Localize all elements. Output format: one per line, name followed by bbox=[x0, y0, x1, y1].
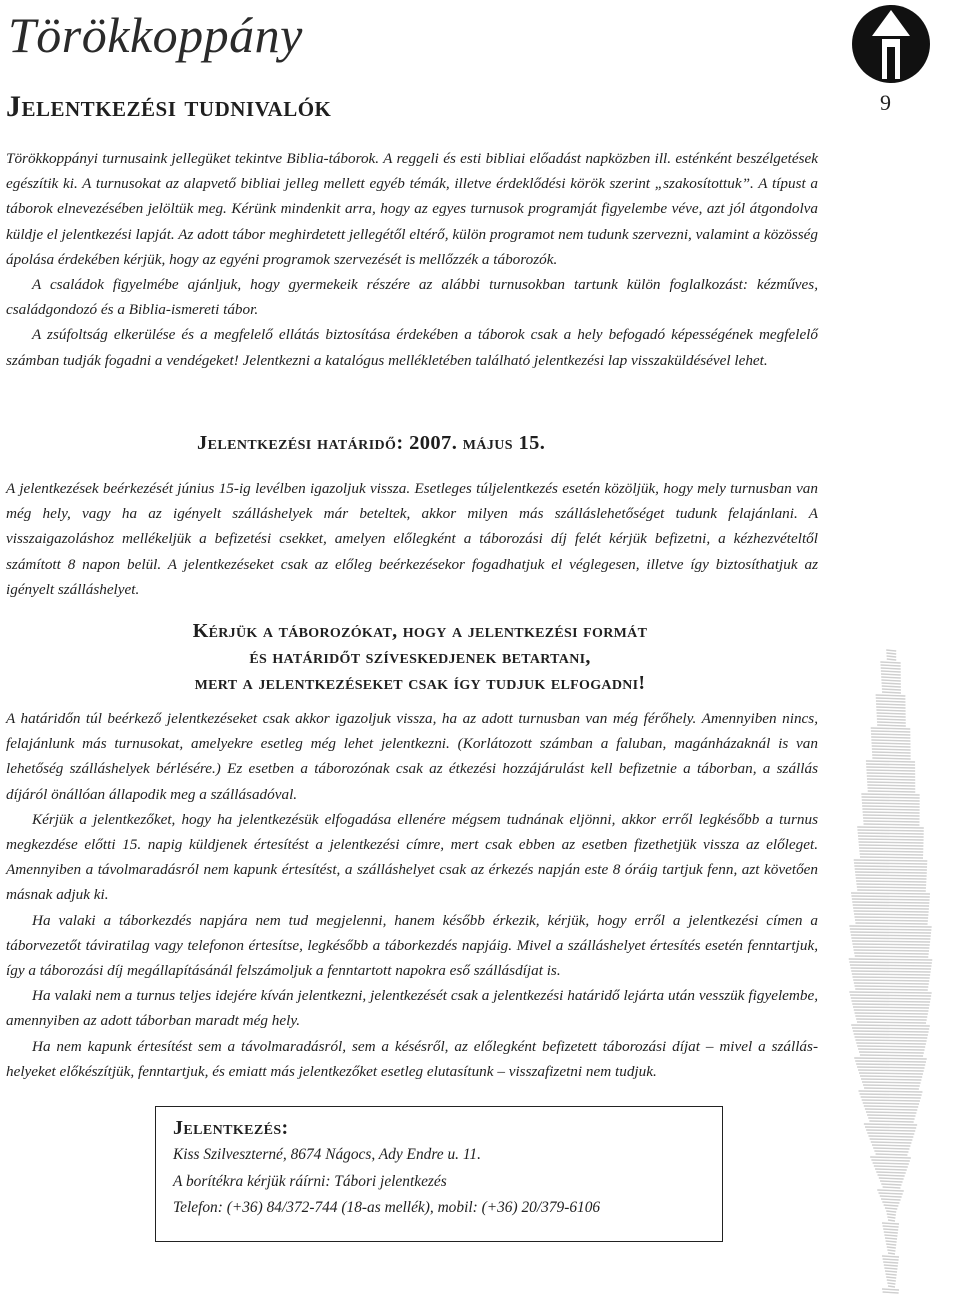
page-number: 9 bbox=[880, 90, 891, 115]
rules-text bbox=[6, 706, 818, 1084]
page-title: Törökkoppány bbox=[8, 7, 303, 63]
contact-address: Kiss Szilveszterné, 8674 Nágocs, Ady Endre u. 11. bbox=[173, 1146, 481, 1163]
rules-paragraph: Ha nem kapunk értesítést sem a távolmaradásról, sem a késésről, az előlegként befizetett táborozási díjat – mivel a szálláshelyeket előkészítjük, fenntartjuk, és emiatt más jelentkezőket esetleg elutasítunk – visszafizetni nem tudjuk. bbox=[6, 1037, 818, 1080]
request-notice bbox=[0, 618, 840, 696]
deadline-heading: Jelentkezési határidő: 2007. május 15. bbox=[197, 432, 546, 454]
intro-paragraph: A családok figyelmébe ajánljuk, hogy gyermekeik részére az alábbi turnusokban tartunk külön foglalkozást: kézműves, családgondozó és a Biblia-ismereti tábor. bbox=[6, 276, 818, 319]
request-line: és határidőt szíveskedjenek betartani, bbox=[249, 646, 591, 668]
contact-envelope-note: A borítékra kérjük ráírni: Tábori jelentkezés bbox=[173, 1172, 447, 1190]
intro-paragraph: A zsúfoltság elkerülése és a megfelelő ellátás biztosítása érdekében a táborok csak a hely befogadó képességének megfelelő számban tudják fogadni a vendégeket! Jelentkezni a katalógus mellékletében található jelentkezési lap visszaküldésével lehet. bbox=[6, 326, 818, 369]
rules-paragraph: Kérjük a jelentkezőket, hogy ha jelentkezésük elfogadása ellenére mégsem tudnának eljönni, akkor erről legkésőbb a turnus megkezdése előtti 15. napig küldjenek értesítést a jelentkezési címre, mert csak ebben az esetben fizethetjük vissza az előleget. Amennyiben a távolmaradásról nem kapunk értesítést, a szálláshelyet csak az érkezés napján este 8 óráig tartjuk fenn, azt követően másnak adjuk ki. bbox=[6, 810, 818, 904]
contact-box bbox=[155, 1106, 723, 1242]
request-line: Kérjük a táborozókat, hogy a jelentkezési formát bbox=[192, 620, 648, 642]
rules-paragraph: Ha valaki nem a turnus teljes idejére kíván jelentkezni, jelentkezését csak a jelentkezési határidő lejárta után vesszük figyelembe, amennyiben az adott táborban maradt még hely. bbox=[6, 987, 818, 1030]
church-emblem-icon bbox=[850, 3, 932, 85]
contact-title: Jelentkezés: bbox=[173, 1117, 289, 1139]
request-line: mert a jelentkezéseket csak így tudjuk elfogadni! bbox=[194, 672, 646, 694]
cypress-tree-icon bbox=[835, 640, 947, 1305]
confirmation-text bbox=[6, 476, 818, 602]
section-title: Jelentkezési tudnivalók bbox=[6, 90, 332, 123]
rules-paragraph: Ha valaki a táborkezdés napjára nem tud megjelenni, hanem később érkezik, kérjük, hogy erről a jelentkezési címen a táborvezetőt táviratilag vagy telefonon értesítse, legkésőbb a táborkezdés napjáig. Mivel a szálláshelyet értesítés esetén fenntartjuk, így a táborozási díj megállapításánál felszámoljuk a fenntartott napokra eső szállásdíjat is. bbox=[6, 911, 818, 980]
confirmation-paragraph: A jelentkezések beérkezését június 15-ig levélben igazoljuk vissza. Esetleges túljelentkezés esetén közöljük, hogy mely turnusban van még hely, vagy ha az igényelt szálláshelyek már beteltek, akkor milyen más szálláslehetőséget tudunk felajánlani. A visszaigazoláshoz mellékeljük a befizetési csekket, amelyen előlegként a táborozási díj felét kérjük befizetni, a kézhezvételtől számított 8 napon belül. A jelentkezéseket csak az előleg beérkezésekor fogadhatjuk el véglegesen, illetve így biztosíthatjuk az igényelt szálláshelyet. bbox=[6, 480, 818, 598]
contact-phone: Telefon: (+36) 84/372-744 (18-as mellék), mobil: (+36) 20/379-6106 bbox=[173, 1199, 601, 1216]
intro-paragraph: Törökkoppányi turnusaink jellegüket tekintve Biblia-táborok. A reggeli és esti bibliai előadást napközben ill. esténként beszélgetések egészítik ki. A turnusokat az alapvető bibliai jelleg mellett egyéb témák, illetve érdeklődési körök szerint „szakosítottuk”. A típust a táborok elnevezésében jelöltük meg. Kérünk mindenkit arra, hogy az egyes turnusok programját figyelembe véve, azt jól átgondolva küldje el jelentkezési lapját. Az adott tábor meghirdetett jellegétől eltérő, külön programot nem tudunk szervezni, valamint a közösség ápolása érdekében kérjük, hogy az egyéni programok szervezését is mellőzzék a táborozók. bbox=[6, 150, 818, 268]
intro-text bbox=[6, 146, 818, 373]
rules-paragraph: A határidőn túl beérkező jelentkezéseket csak akkor igazoljuk vissza, ha az adott turnusban van még férőhely. Amennyiben nincs, felajánlunk más turnusokat, amelyekre esetleg még lehet jelentkezni. (Korlátozott számban a faluban, magánházaknál is van lehetőség szálláshelyek bérlésére.) Ez esetben a táborozónak csak az étkezési hozzájárulást kell befizetnie a táborban, a szállás díjáról önállóan állapodik meg a szállásadóval. bbox=[6, 710, 818, 803]
